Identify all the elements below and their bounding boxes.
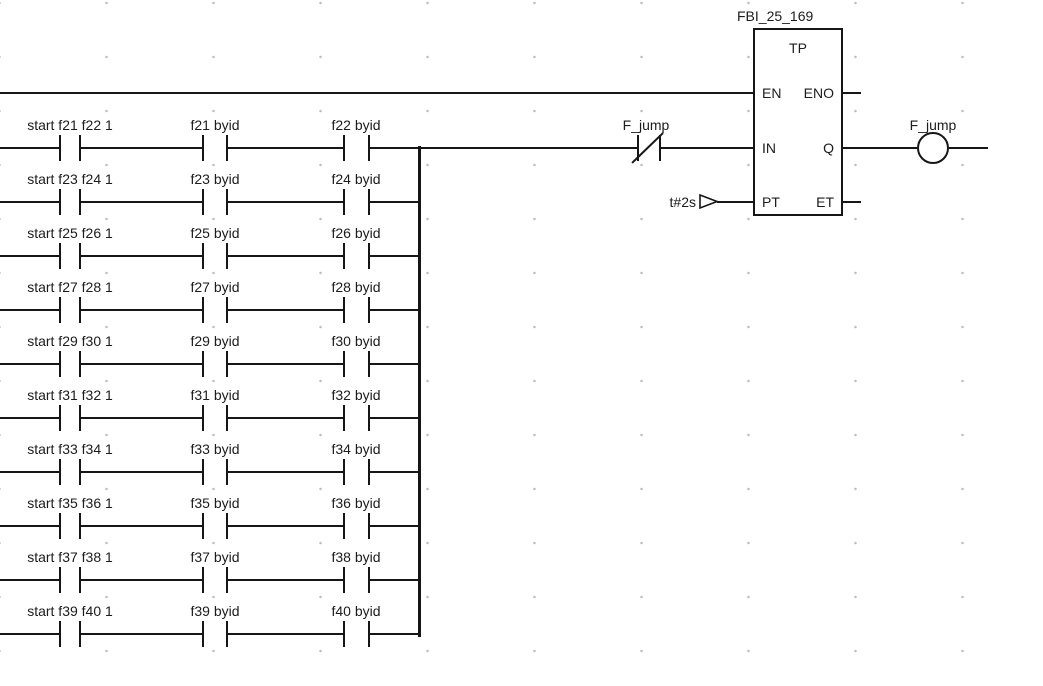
- wire: [0, 579, 60, 581]
- nc-contact[interactable]: [633, 132, 663, 164]
- contact-bar: [368, 459, 370, 485]
- wire: [370, 471, 421, 473]
- wire: [661, 147, 753, 149]
- contact-bar: [226, 243, 228, 269]
- wire: [0, 309, 60, 311]
- contact-bar: [226, 135, 228, 161]
- pin-row-en-eno: [753, 84, 843, 102]
- no-contact[interactable]: [55, 510, 85, 542]
- contact-label[interactable]: f40 byid: [331, 603, 381, 619]
- en-rail-wire: [0, 92, 753, 94]
- contact-label[interactable]: start f37 f38 1: [27, 549, 113, 565]
- contact-label[interactable]: start f25 f26 1: [27, 225, 113, 241]
- contact-bar: [343, 405, 345, 431]
- contact-bar: [202, 297, 204, 323]
- no-contact[interactable]: [339, 186, 374, 218]
- wire: [0, 471, 60, 473]
- wire: [228, 255, 343, 257]
- contact-bar: [59, 189, 61, 215]
- contact-bar: [368, 567, 370, 593]
- contact-label[interactable]: start f33 f34 1: [27, 441, 113, 457]
- contact-bar: [343, 135, 345, 161]
- contact-label[interactable]: f30 byid: [331, 333, 381, 349]
- eno-stub-wire: [843, 92, 861, 94]
- contact-label[interactable]: f21 byid: [190, 117, 240, 133]
- wire: [421, 147, 637, 149]
- no-contact[interactable]: [55, 186, 85, 218]
- contact-bar: [343, 621, 345, 647]
- wire: [370, 309, 421, 311]
- contact-label[interactable]: start f35 f36 1: [27, 495, 113, 511]
- contact-bar: [368, 189, 370, 215]
- pt-input-triangle-icon: [699, 194, 719, 210]
- contact-bar: [226, 189, 228, 215]
- no-contact[interactable]: [198, 510, 232, 542]
- contact-bar: [202, 135, 204, 161]
- block-type-label: TP: [789, 40, 807, 56]
- contact-bar: [59, 135, 61, 161]
- wire: [228, 309, 343, 311]
- contact-label[interactable]: f39 byid: [190, 603, 240, 619]
- contact-label[interactable]: start f29 f30 1: [27, 333, 113, 349]
- contact-bar: [659, 135, 661, 161]
- wire: [0, 417, 60, 419]
- contact-bar: [368, 243, 370, 269]
- pt-value-label[interactable]: t#2s: [669, 194, 696, 210]
- wire: [81, 363, 202, 365]
- no-contact[interactable]: [198, 132, 232, 164]
- no-contact[interactable]: [339, 348, 374, 380]
- contact-bar: [79, 297, 81, 323]
- pin-row-pt-et: [753, 193, 843, 211]
- contact-label[interactable]: f27 byid: [190, 279, 240, 295]
- contact-bar: [343, 513, 345, 539]
- contact-bar: [343, 459, 345, 485]
- contact-label[interactable]: f28 byid: [331, 279, 381, 295]
- contact-label[interactable]: f26 byid: [331, 225, 381, 241]
- contact-bar: [59, 621, 61, 647]
- contact-bar: [202, 459, 204, 485]
- wire: [81, 525, 202, 527]
- contact-bar: [202, 189, 204, 215]
- contact-bar: [79, 405, 81, 431]
- no-contact[interactable]: [55, 618, 85, 650]
- wire: [370, 579, 421, 581]
- no-contact[interactable]: [55, 456, 85, 488]
- contact-label[interactable]: start f23 f24 1: [27, 171, 113, 187]
- wire: [228, 633, 343, 635]
- pin-in-label: IN: [762, 140, 776, 156]
- contact-bar: [59, 243, 61, 269]
- contact-bar: [59, 351, 61, 377]
- contact-bar: [343, 567, 345, 593]
- wire: [228, 417, 343, 419]
- contact-bar: [226, 567, 228, 593]
- contact-bar: [59, 297, 61, 323]
- no-contact[interactable]: [339, 132, 374, 164]
- wire: [370, 363, 421, 365]
- pin-row-in-q: [753, 139, 843, 157]
- no-contact[interactable]: [339, 564, 374, 596]
- contact-bar: [226, 621, 228, 647]
- no-contact[interactable]: [198, 456, 232, 488]
- contact-bar: [59, 513, 61, 539]
- wire: [370, 255, 421, 257]
- no-contact[interactable]: [339, 456, 374, 488]
- wire: [81, 471, 202, 473]
- no-contact[interactable]: [55, 132, 85, 164]
- contact-bar: [79, 567, 81, 593]
- no-contact[interactable]: [339, 510, 374, 542]
- contact-bar: [226, 297, 228, 323]
- pin-en-label: EN: [762, 85, 782, 101]
- contact-label[interactable]: f38 byid: [331, 549, 381, 565]
- wire: [0, 633, 60, 635]
- no-contact[interactable]: [339, 294, 374, 326]
- contact-bar: [226, 351, 228, 377]
- wire: [370, 525, 421, 527]
- pin-et-label: ET: [816, 194, 834, 210]
- contact-bar: [368, 351, 370, 377]
- wire: [228, 579, 343, 581]
- contact-bar: [343, 189, 345, 215]
- tp-function-block[interactable]: [753, 28, 843, 216]
- contact-label[interactable]: f35 byid: [190, 495, 240, 511]
- contact-bar: [202, 351, 204, 377]
- wire: [949, 147, 988, 149]
- wire: [228, 363, 343, 365]
- contact-label[interactable]: f29 byid: [190, 333, 240, 349]
- no-contact[interactable]: [198, 564, 232, 596]
- nc-contact-label[interactable]: F_jump: [622, 117, 670, 133]
- contact-bar: [79, 189, 81, 215]
- wire: [228, 525, 343, 527]
- contact-bar: [79, 135, 81, 161]
- no-contact[interactable]: [55, 564, 85, 596]
- contact-bar: [343, 297, 345, 323]
- wire: [0, 363, 60, 365]
- no-contact[interactable]: [55, 240, 85, 272]
- contact-bar: [368, 297, 370, 323]
- contact-bar: [79, 243, 81, 269]
- contact-bar: [79, 459, 81, 485]
- no-contact[interactable]: [198, 186, 232, 218]
- contact-bar: [226, 405, 228, 431]
- no-contact[interactable]: [339, 402, 374, 434]
- wire: [370, 147, 421, 149]
- wire: [370, 417, 421, 419]
- contact-bar: [79, 351, 81, 377]
- contact-label[interactable]: f33 byid: [190, 441, 240, 457]
- pin-pt-label: PT: [762, 194, 780, 210]
- contact-label[interactable]: f25 byid: [190, 225, 240, 241]
- wire: [0, 255, 60, 257]
- no-contact[interactable]: [339, 240, 374, 272]
- contact-label[interactable]: f31 byid: [190, 387, 240, 403]
- wire: [228, 201, 343, 203]
- wire: [843, 147, 917, 149]
- contact-bar: [202, 405, 204, 431]
- wire: [717, 201, 753, 203]
- no-contact[interactable]: [339, 618, 374, 650]
- contact-bar: [202, 243, 204, 269]
- no-contact[interactable]: [55, 402, 85, 434]
- contact-bar: [226, 459, 228, 485]
- wire: [0, 525, 60, 527]
- et-stub-wire: [843, 201, 861, 203]
- coil-label[interactable]: F_jump: [909, 117, 957, 133]
- contact-bar: [343, 351, 345, 377]
- pin-q-label: Q: [823, 140, 834, 156]
- contact-bar: [59, 405, 61, 431]
- wire: [81, 147, 202, 149]
- wire: [81, 633, 202, 635]
- contact-label[interactable]: start f27 f28 1: [27, 279, 113, 295]
- wire: [81, 255, 202, 257]
- contact-bar: [59, 459, 61, 485]
- contact-label[interactable]: start f31 f32 1: [27, 387, 113, 403]
- contact-bar: [79, 513, 81, 539]
- contact-label[interactable]: f32 byid: [331, 387, 381, 403]
- block-instance-label[interactable]: FBI_25_169: [737, 8, 814, 24]
- wire: [370, 201, 421, 203]
- contact-bar: [59, 567, 61, 593]
- contact-bar: [343, 243, 345, 269]
- wire: [228, 471, 343, 473]
- contact-bar: [368, 405, 370, 431]
- contact-bar: [368, 621, 370, 647]
- wire: [81, 417, 202, 419]
- contact-label[interactable]: f34 byid: [331, 441, 381, 457]
- contact-label[interactable]: f22 byid: [331, 117, 381, 133]
- output-coil[interactable]: [917, 132, 949, 164]
- wire: [81, 201, 202, 203]
- no-contact[interactable]: [55, 348, 85, 380]
- no-contact[interactable]: [55, 294, 85, 326]
- contact-label[interactable]: f37 byid: [190, 549, 240, 565]
- contact-bar: [79, 621, 81, 647]
- contact-bar: [368, 135, 370, 161]
- contact-label[interactable]: f23 byid: [190, 171, 240, 187]
- wire: [0, 147, 60, 149]
- wire: [0, 201, 60, 203]
- contact-bar: [226, 513, 228, 539]
- wire: [370, 633, 421, 635]
- no-contact[interactable]: [198, 294, 232, 326]
- pin-eno-label: ENO: [803, 85, 834, 101]
- contact-label[interactable]: start f21 f22 1: [27, 117, 113, 133]
- no-contact[interactable]: [198, 348, 232, 380]
- wire: [81, 309, 202, 311]
- contact-label[interactable]: f36 byid: [331, 495, 381, 511]
- contact-label[interactable]: f24 byid: [331, 171, 381, 187]
- contact-bar: [202, 621, 204, 647]
- contact-bar: [368, 513, 370, 539]
- no-contact[interactable]: [198, 402, 232, 434]
- no-contact[interactable]: [198, 240, 232, 272]
- contact-bar: [202, 513, 204, 539]
- no-contact[interactable]: [198, 618, 232, 650]
- wire: [81, 579, 202, 581]
- contact-bar: [202, 567, 204, 593]
- wire: [228, 147, 343, 149]
- contact-label[interactable]: start f39 f40 1: [27, 603, 113, 619]
